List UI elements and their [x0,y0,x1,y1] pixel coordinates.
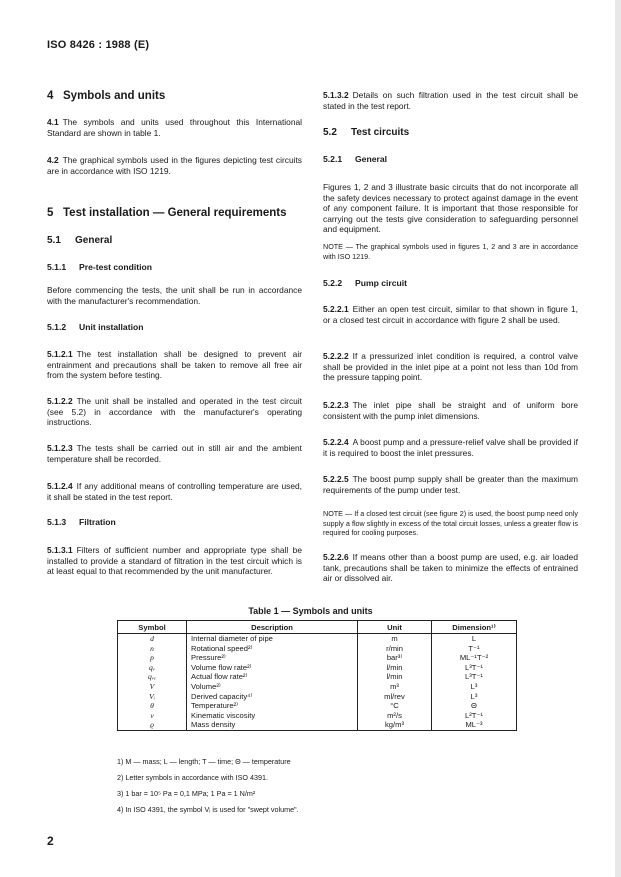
section-number: 5.1 [47,235,61,246]
clause-text: Details on such filtration used in the test circuit shall be stated in the test report. [323,90,578,111]
clause-text: If means other than a boost pump are used, e.g. air loaded tank, precautions shall be taken to minimize the effects of entrained air or dissolved air. [323,552,578,584]
clause-text: A boost pump and a pressure-relief valve shall be provided if it is required to boost the inlet pressures. [323,437,578,458]
clause-text: If a pressurized inlet condition is required, a control valve shall be provided in the inlet pipe at a point not less than 10d from the pressure tapping point. [323,351,578,383]
table-row [118,653,517,663]
cell-description: Rotational speed²⁾ [187,644,358,654]
clause-text: Either an open test circuit, similar to that shown in figure 1, or a closed test circuit in accordance with figure 2 shall be used. [323,304,578,325]
clause-text: The tests shall be carried out in still air and the ambient temperature shall be recorded. [47,443,302,464]
paragraph-5-1-1: Before commencing the tests, the unit shall be run in accordance with the manufacturer's recommendation. [47,285,302,306]
note-boost-pump: NOTE — If a closed test circuit (see figure 2) is used, the boost pump need only supply a flow slightly in excess of the total circuit losses, unless a greater flow is required for cooling purposes. [323,509,578,538]
clause-number: 5.2.2.2 [323,351,349,361]
table-row [118,634,517,644]
page-number: 2 [47,834,54,848]
table-footnote-2: 2) Letter symbols in accordance with ISO 4391. [117,773,269,782]
section-title: Pump circuit [355,278,408,288]
clause-number: 5.1.2.4 [47,481,73,491]
note-graphical-symbols: NOTE — The graphical symbols used in figures 1, 2 and 3 are in accordance with ISO 1219. [323,242,578,261]
section-title: Test circuits [351,127,410,138]
clause-number: 5.2.2.4 [323,437,349,447]
cell-symbol: qᵥ [118,663,187,673]
section-number: 5.2.1 [323,154,343,164]
clause-text: The symbols and units used throughout this International Standard are shown in table 1. [47,117,302,138]
cell-unit: kg/m³ [358,720,432,730]
cell-dimension: ML⁻¹T⁻² [432,653,517,663]
clause-number: 5.1.2.1 [47,349,73,359]
cell-dimension: ML⁻³ [432,720,517,730]
cell-symbol: ϱ [118,720,187,730]
clause-number: 5.1.3.1 [47,545,73,555]
section-5-1-1-heading [47,262,302,272]
section-title: Filtration [79,517,116,527]
cell-symbol: θ [118,701,187,711]
cell-description: Mass density [187,720,358,730]
clause-number: 5.1.2.2 [47,396,73,406]
cell-symbol: p [118,653,187,663]
table-row [118,682,517,692]
header-description: Description [187,621,358,634]
table-footnote-3: 3) 1 bar = 10⁵ Pa = 0,1 MPa; 1 Pa = 1 N/m² [117,789,256,798]
paragraph-4-2 [47,155,302,176]
cell-description: Actual flow rate²⁾ [187,672,358,682]
paragraph-5-1-3-1 [47,545,302,577]
paragraph-5-2-2-1 [323,304,578,325]
clause-number: 5.2.2.3 [323,400,349,410]
header-symbol: Symbol [118,621,187,634]
paragraph-5-1-2-2 [47,396,302,428]
cell-symbol: d [118,634,187,644]
section-title: Symbols and units [63,90,166,102]
paragraph-5-1-2-4 [47,481,302,502]
section-5-1-2-heading [47,322,302,332]
clause-text: If any additional means of controlling temperature are used, it shall be stated in the test report. [47,481,302,502]
table-header-row [118,621,517,634]
header-dimension: Dimension¹⁾ [432,621,517,634]
section-title: Pre-test condition [79,262,153,272]
section-5-heading [47,207,302,219]
section-title: General [75,235,113,246]
section-5-2-heading [323,127,578,138]
table-row [118,644,517,654]
clause-text: Filters of sufficient number and appropriate type shall be installed to provide a standard of filtration in the test circuit which is at least equal to that recommended by the unit manufacturer. [47,545,302,577]
clause-text: The inlet pipe shall be straight and of uniform bore consistent with the pump inlet dimensions. [323,400,578,421]
paragraph-5-2-1: Figures 1, 2 and 3 illustrate basic circuits that do not incorporate all the safety devices necessary to protect against damage in the event of any component failure. It is important that those responsible for carrying out the tests give consideration to safeguarding personnel and equipment. [323,182,578,235]
table-caption: Table 1 — Symbols and units [248,606,373,616]
cell-description: Temperature²⁾ [187,701,358,711]
cell-unit: r/min [358,644,432,654]
cell-description: Volume flow rate²⁾ [187,663,358,673]
paragraph-5-1-2-1 [47,349,302,381]
cell-symbol: n [118,644,187,654]
cell-description: Internal diameter of pipe [187,634,358,644]
paragraph-5-1-3-2 [323,90,578,111]
section-number: 5.1.1 [47,262,67,272]
section-title: General [355,154,388,164]
section-number: 5 [47,207,54,219]
table-row [118,663,517,673]
section-4-heading [47,90,302,102]
scan-edge [615,0,621,877]
paragraph-5-2-2-6 [323,552,578,584]
section-number: 5.1.2 [47,322,67,332]
cell-unit: bar³⁾ [358,653,432,663]
clause-text: The boost pump supply shall be greater than the maximum requirements of the pump under test. [323,474,578,495]
paragraph-4-1 [47,117,302,138]
cell-symbol: qᵥₑ [118,672,187,682]
table-row [118,672,517,682]
cell-dimension: L³T⁻¹ [432,663,517,673]
cell-dimension: T⁻¹ [432,644,517,654]
table-footnote-1: 1) M — mass; L — length; T — time; Θ — temperature [117,757,291,766]
cell-dimension: Θ [432,701,517,711]
clause-number: 4.1 [47,117,59,127]
section-5-1-heading [47,235,302,246]
clause-number: 5.2.2.6 [323,552,349,562]
clause-number: 5.2.2.1 [323,304,349,314]
cell-dimension: L [432,634,517,644]
paragraph-5-2-2-5 [323,474,578,495]
clause-text: The unit shall be installed and operated in the test circuit (see 5.2) in accordance with the manufacturer's operating instructions. [47,396,302,428]
cell-description: Kinematic viscosity [187,711,358,721]
section-number: 5.2.2 [323,278,343,288]
cell-description: Derived capacity⁴⁾ [187,692,358,702]
clause-number: 4.2 [47,155,59,165]
paragraph-5-2-2-2 [323,351,578,383]
paragraph-5-1-2-3 [47,443,302,464]
cell-description: Pressure²⁾ [187,653,358,663]
document-id: ISO 8426 : 1988 (E) [47,39,150,51]
section-5-1-3-heading [47,517,302,527]
cell-symbol: V [118,682,187,692]
cell-unit: m³ [358,682,432,692]
cell-unit: °C [358,701,432,711]
paragraph-5-2-2-4 [323,437,578,458]
cell-description: Volume²⁾ [187,682,358,692]
section-number: 5.1.3 [47,517,67,527]
table-row [118,701,517,711]
section-number: 4 [47,90,54,102]
table-row [118,692,517,702]
clause-text: The test installation shall be designed to prevent air entrainment and precautions shall be taken to remove all free air from the system before testing. [47,349,302,381]
table-footnote-4: 4) In ISO 4391, the symbol Vᵢ is used for "swept volume". [117,805,299,814]
cell-unit: m²/s [358,711,432,721]
cell-unit: m [358,634,432,644]
clause-number: 5.1.2.3 [47,443,73,453]
clause-number: 5.2.2.5 [323,474,349,484]
cell-dimension: L³ [432,692,517,702]
section-5-2-1-heading [323,154,578,164]
cell-dimension: L²T⁻¹ [432,711,517,721]
cell-dimension: L³ [432,682,517,692]
cell-unit: ml/rev [358,692,432,702]
section-title: Test installation — General requirements [63,207,287,219]
clause-text: The graphical symbols used in the figures depicting test circuits are in accordance with ISO 1219. [47,155,302,176]
section-5-2-2-heading [323,278,578,288]
cell-symbol: Vᵢ [118,692,187,702]
section-number: 5.2 [323,127,337,138]
section-title: Unit installation [79,322,144,332]
header-unit: Unit [358,621,432,634]
table-row [118,720,517,730]
cell-dimension: L³T⁻¹ [432,672,517,682]
paragraph-5-2-2-3 [323,400,578,421]
symbols-table [117,620,517,731]
cell-unit: l/min [358,672,432,682]
cell-symbol: ν [118,711,187,721]
clause-number: 5.1.3.2 [323,90,349,100]
table-row [118,711,517,721]
cell-unit: l/min [358,663,432,673]
